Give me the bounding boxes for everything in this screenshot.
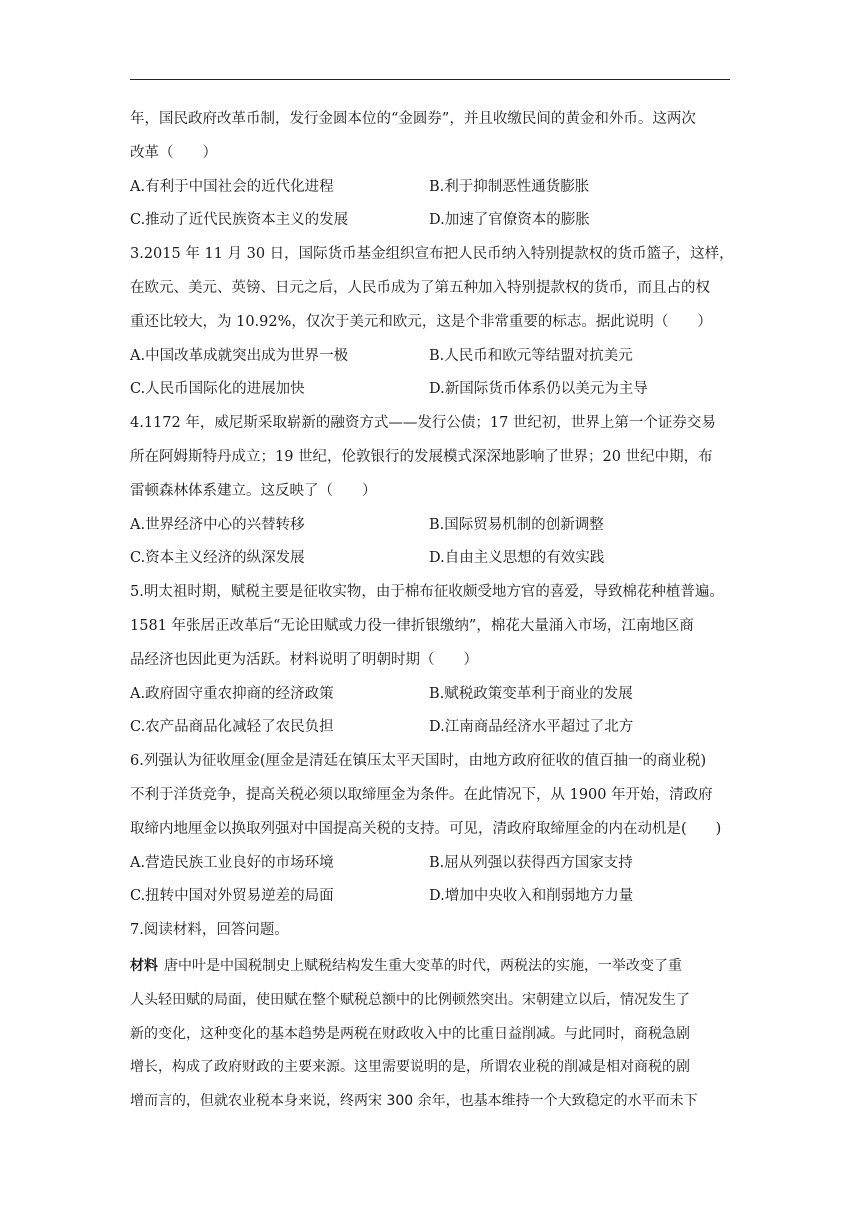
question-6-option-d[interactable]: D.增加中央收入和削弱地方力量 xyxy=(429,888,634,905)
question-6-option-c[interactable]: C.扭转中国对外贸易逆差的局面 xyxy=(130,888,334,905)
material-line-1-text: 唐中叶是中国税制史上赋税结构发生重大变革的时代，两税法的实施，一举改变了重 xyxy=(164,957,682,974)
question-5-option-d[interactable]: D.江南商品经济水平超过了北方 xyxy=(429,719,634,736)
question-4-option-b[interactable]: B.国际贸易机制的创新调整 xyxy=(429,516,604,533)
question-2-stem-line-1: 年，国民政府改革币制，发行金圆本位的“金圆券”，并且收缴民间的黄金和外币。这两次 xyxy=(130,111,696,127)
question-3-option-d[interactable]: D.新国际货币体系仍以美元为主导 xyxy=(429,381,648,398)
question-5 xyxy=(130,576,734,745)
question-3 xyxy=(130,238,734,407)
material-label: 材料 xyxy=(130,957,158,974)
question-6-stem-line-1: 6.列强认为征收厘金(厘金是清廷在镇压太平天国时，由地方政府征收的值百抽一的商业税) xyxy=(130,753,707,770)
question-4-option-d[interactable]: D.自由主义思想的有效实践 xyxy=(429,550,605,567)
question-5-stem-line-2: 1581 年张居正改革后“无论田赋或力役一律折银缴纳”，棉花大量涌入市场，江南地区商 xyxy=(130,617,694,634)
question-2-option-b[interactable]: B.利于抑制恶性通货膨胀 xyxy=(429,178,590,195)
material-line-5: 增而言的，但就农业税本身来说，终两宋 300 余年，也基本维持一个大致稳定的水平而未下 xyxy=(130,1093,698,1110)
question-3-option-b[interactable]: B.人民币和欧元等结盟对抗美元 xyxy=(429,347,633,364)
question-4-stem-line-3: 雷顿森林体系建立。这反映了（ ） xyxy=(130,482,377,499)
question-6-option-b[interactable]: B.屈从列强以获得西方国家支持 xyxy=(429,854,633,871)
question-4-option-a[interactable]: A.世界经济中心的兴替转移 xyxy=(130,516,305,533)
question-3-options-row-2 xyxy=(130,373,734,407)
question-2-option-d[interactable]: D.加速了官僚资本的膨胀 xyxy=(429,212,590,229)
question-3-stem-line-2: 在欧元、美元、英镑、日元之后，人民币成为了第五种加入特别提款权的货币，而且占的权 xyxy=(130,279,710,296)
question-4-options-row-1 xyxy=(130,509,734,543)
question-4-stem-line-2: 所在阿姆斯特丹成立；19 世纪，伦敦银行的发展模式深深地影响了世界；20 世纪中期，布 xyxy=(130,448,713,465)
question-2-stem-line-2: 改革（ ） xyxy=(130,144,217,161)
question-2 xyxy=(130,103,734,238)
question-5-options-row-2 xyxy=(130,711,734,745)
question-3-stem-line-3: 重还比较大，为 10.92%，仅次于美元和欧元，这是个非常重要的标志。据此说明（ ） xyxy=(130,313,712,330)
question-5-option-a[interactable]: A.政府固守重农抑商的经济政策 xyxy=(130,685,334,702)
header-rule xyxy=(130,79,730,80)
document-body xyxy=(130,103,734,1119)
question-6-stem-line-3: 取缔内地厘金以换取列强对中国提高关税的支持。可见，清政府取缔厘金的内在动机是( ) xyxy=(130,820,722,837)
material-line-4: 增长，构成了政府财政的主要来源。这里需要说明的是，所谓农业税的削减是相对商税的剧 xyxy=(130,1059,690,1076)
question-2-options-row-2 xyxy=(130,204,734,238)
question-2-options-row-1 xyxy=(130,171,734,205)
question-4 xyxy=(130,407,734,576)
question-7-stem: 7.阅读材料，回答问题。 xyxy=(130,922,289,939)
question-5-stem-line-1: 5.明太祖时期，赋税主要是征收实物，由于棉布征收颇受地方官的喜爱，导致棉花种植普遍。 xyxy=(130,584,724,601)
question-2-option-a[interactable]: A.有利于中国社会的近代化进程 xyxy=(130,178,334,195)
question-3-options-row-1 xyxy=(130,340,734,374)
question-5-option-b[interactable]: B.赋税政策变革利于商业的发展 xyxy=(429,685,633,702)
material-line-2: 人头轻田赋的局面，使田赋在整个赋税总额中的比例顿然突出。宋朝建立以后，情况发生了 xyxy=(130,991,690,1008)
question-3-stem-line-1: 3.2015 年 11 月 30 日，国际货币基金组织宣布把人民币纳入特别提款权的货币篮子，这样， xyxy=(130,246,734,263)
question-4-options-row-2 xyxy=(130,542,734,576)
material-line-1 xyxy=(130,950,734,984)
question-2-option-c[interactable]: C.推动了近代民族资本主义的发展 xyxy=(130,212,349,229)
question-6-options-row-1 xyxy=(130,847,734,881)
question-6-options-row-2 xyxy=(130,880,734,914)
question-4-option-c[interactable]: C.资本主义经济的纵深发展 xyxy=(130,550,305,567)
question-5-option-c[interactable]: C.农产品商品化减轻了农民负担 xyxy=(130,719,334,736)
question-6-option-a[interactable]: A.营造民族工业良好的市场环境 xyxy=(130,854,334,871)
question-3-option-a[interactable]: A.中国改革成就突出成为世界一极 xyxy=(130,347,349,364)
question-5-options-row-1 xyxy=(130,678,734,712)
question-7-material xyxy=(130,950,734,1119)
question-6 xyxy=(130,745,734,914)
material-line-3: 新的变化，这种变化的基本趋势是两税在财政收入中的比重日益削减。与此同时，商税急剧 xyxy=(130,1025,690,1042)
question-6-stem-line-2: 不利于洋货竞争，提高关税必须以取缔厘金为条件。在此情况下，从 1900 年开始，清政府 xyxy=(130,786,713,803)
question-4-stem-line-1: 4.1172 年，威尼斯采取崭新的融资方式——发行公债；17 世纪初，世界上第一个证券交易 xyxy=(130,415,716,432)
question-5-stem-line-3: 品经济也因此更为活跃。材料说明了明朝时期（ ） xyxy=(130,651,478,668)
question-7 xyxy=(130,914,734,1119)
question-3-option-c[interactable]: C.人民币国际化的进展加快 xyxy=(130,381,305,398)
